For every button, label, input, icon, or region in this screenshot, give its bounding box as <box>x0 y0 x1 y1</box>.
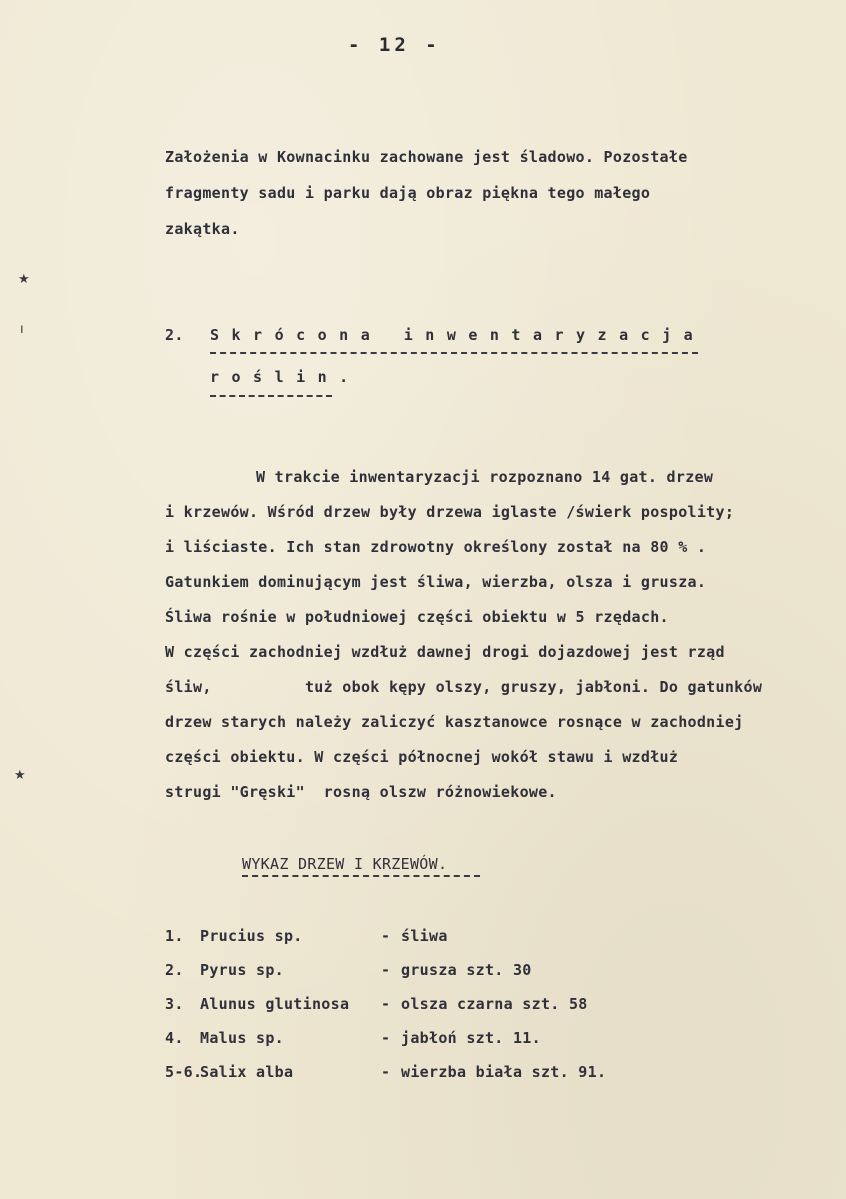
body-line: strugi "Gręski" rosną olszw różnowiekowe. <box>165 783 557 801</box>
intro-line: Założenia w Kownacinku zachowane jest śladowo. Pozostałe <box>165 148 688 166</box>
body-line: części obiektu. W części północnej wokół stawu i wzdłuż <box>165 748 679 766</box>
intro-line: fragmenty sadu i parku dają obraz piękna tego małego <box>165 184 651 202</box>
item-dash: - <box>381 1063 391 1081</box>
item-dash: - <box>381 927 391 945</box>
item-dash: - <box>381 1029 391 1047</box>
latin-name: Salix alba <box>200 1063 294 1081</box>
body-line: Śliwa rośnie w południowej części obiektu w 5 rzędach. <box>165 608 669 626</box>
latin-name: Pyrus sp. <box>200 961 284 979</box>
body-line: śliw, tuż obok kępy olszy, gruszy, jabłoni. Do gatunków <box>165 678 763 696</box>
page-number: - 12 - <box>348 34 441 56</box>
list-heading-underline <box>242 875 480 877</box>
polish-name: jabłoń szt. 11. <box>401 1029 541 1047</box>
latin-name: Prucius sp. <box>200 927 303 945</box>
body-line: i krzewów. Wśród drzew były drzewa iglaste /świerk pospolity; <box>165 503 735 521</box>
list-heading: WYKAZ DRZEW I KRZEWÓW. <box>242 855 448 873</box>
section-title-line1: Skrócona inwentaryzacja <box>210 326 706 344</box>
item-number: 1. <box>165 927 184 945</box>
section-title-underline <box>210 395 332 397</box>
section-number: 2. <box>165 326 184 344</box>
latin-name: Malus sp. <box>200 1029 284 1047</box>
item-number: 4. <box>165 1029 184 1047</box>
margin-mark: ı <box>20 322 24 337</box>
body-line: drzew starych należy zaliczyć kasztanowce rosnące w zachodniej <box>165 713 744 731</box>
margin-mark: ★ <box>14 768 26 783</box>
section-title-line2: roślin. <box>210 368 361 386</box>
polish-name: wierzba biała szt. 91. <box>401 1063 607 1081</box>
margin-mark: ★ <box>18 272 30 287</box>
item-dash: - <box>381 995 391 1013</box>
intro-line: zakątka. <box>165 220 240 238</box>
item-number: 2. <box>165 961 184 979</box>
body-line: W trakcie inwentaryzacji rozpoznano 14 gat. drzew <box>256 468 714 486</box>
polish-name: śliwa <box>401 927 448 945</box>
latin-name: Alunus glutinosa <box>200 995 350 1013</box>
body-line: W części zachodniej wzdłuż dawnej drogi dojazdowej jest rząd <box>165 643 725 661</box>
polish-name: olsza czarna szt. 58 <box>401 995 588 1013</box>
section-title-underline <box>210 352 698 354</box>
polish-name: grusza szt. 30 <box>401 961 532 979</box>
body-line: i liściaste. Ich stan zdrowotny określony został na 80 % . <box>165 538 707 556</box>
item-dash: - <box>381 961 391 979</box>
item-number: 5-6. <box>165 1063 203 1081</box>
item-number: 3. <box>165 995 184 1013</box>
body-line: Gatunkiem dominującym jest śliwa, wierzba, olsza i grusza. <box>165 573 707 591</box>
